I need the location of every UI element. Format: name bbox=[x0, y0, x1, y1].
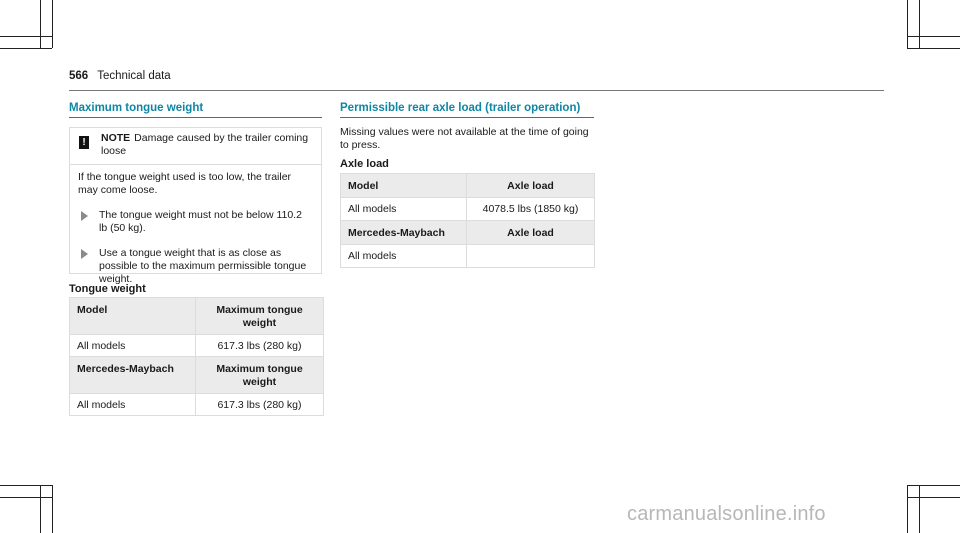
table-cell: 4078.5 lbs (1850 kg) bbox=[467, 198, 595, 221]
table-row bbox=[70, 335, 324, 357]
note-box bbox=[69, 127, 322, 285]
watermark: carmanualsonline.info bbox=[627, 503, 826, 525]
table-header-cell: Mercedes-Maybach bbox=[341, 221, 467, 245]
note-body-text: If the tongue weight used is too low, the trailer may come loose. bbox=[78, 171, 292, 196]
crop-mark bbox=[907, 36, 960, 37]
table-cell: All models bbox=[341, 245, 467, 268]
header-divider bbox=[69, 90, 884, 91]
page-number: 566 bbox=[69, 70, 89, 82]
table-header-cell: Axle load bbox=[467, 221, 595, 245]
crop-mark bbox=[919, 485, 920, 533]
table-header-row bbox=[70, 357, 324, 394]
table-row bbox=[70, 394, 324, 416]
section-name: Technical data bbox=[97, 70, 171, 82]
axle-load-table bbox=[340, 173, 595, 268]
crop-mark bbox=[0, 497, 52, 498]
table-header-cell: Model bbox=[70, 298, 196, 335]
crop-mark bbox=[0, 48, 52, 49]
bullet-arrow-icon bbox=[81, 211, 88, 221]
crop-mark bbox=[52, 485, 53, 533]
bullet-text: The tongue weight must not be below 110.2 lb (50 kg). bbox=[99, 209, 302, 234]
crop-mark bbox=[907, 497, 960, 498]
note-heading-text: Damage caused by the trailer coming loose bbox=[101, 132, 309, 157]
note-heading bbox=[101, 132, 311, 158]
crop-mark bbox=[919, 0, 920, 48]
right-section-rule bbox=[340, 117, 594, 118]
table-header-row bbox=[70, 298, 324, 335]
left-section-title: Maximum tongue weight bbox=[69, 102, 204, 114]
crop-mark bbox=[40, 485, 41, 533]
axle-load-table-title: Axle load bbox=[340, 158, 389, 170]
table-header-cell: Maximum tongue weight bbox=[196, 357, 324, 394]
table-cell bbox=[467, 245, 595, 268]
crop-mark bbox=[907, 48, 960, 49]
crop-mark bbox=[0, 36, 52, 37]
crop-mark bbox=[52, 0, 53, 48]
bullet-arrow-icon bbox=[81, 249, 88, 259]
crop-mark bbox=[907, 485, 960, 486]
table-header-cell: Maximum tongue weight bbox=[196, 298, 324, 335]
tongue-weight-table bbox=[69, 297, 324, 416]
warning-icon: ! bbox=[79, 136, 89, 149]
bullet-text: Use a tongue weight that is as close as possible to the maximum permissible tongue weight. bbox=[99, 247, 307, 285]
crop-mark bbox=[907, 485, 908, 533]
table-header-cell: Mercedes-Maybach bbox=[70, 357, 196, 394]
list-item bbox=[78, 209, 313, 235]
intro-text: Missing values were not available at the time of going to press. bbox=[340, 126, 589, 151]
table-header-cell: Axle load bbox=[467, 174, 595, 198]
crop-mark bbox=[907, 0, 908, 48]
list-item bbox=[78, 247, 313, 286]
table-header-cell: Model bbox=[341, 174, 467, 198]
note-label: NOTE bbox=[101, 132, 131, 144]
table-cell: All models bbox=[341, 198, 467, 221]
right-section-title: Permissible rear axle load (trailer operation) bbox=[340, 102, 581, 114]
table-cell: 617.3 lbs (280 kg) bbox=[196, 335, 324, 357]
table-row bbox=[341, 198, 595, 221]
note-body bbox=[70, 165, 321, 286]
table-header-row bbox=[341, 174, 595, 198]
table-cell: 617.3 lbs (280 kg) bbox=[196, 394, 324, 416]
table-cell: All models bbox=[70, 335, 196, 357]
table-cell: All models bbox=[70, 394, 196, 416]
tongue-weight-table-title: Tongue weight bbox=[69, 283, 146, 295]
table-row bbox=[341, 245, 595, 268]
crop-mark bbox=[0, 485, 52, 486]
note-header bbox=[70, 128, 321, 165]
left-section-rule bbox=[69, 117, 322, 118]
crop-mark bbox=[40, 0, 41, 48]
table-header-row bbox=[341, 221, 595, 245]
page-header bbox=[69, 70, 171, 82]
